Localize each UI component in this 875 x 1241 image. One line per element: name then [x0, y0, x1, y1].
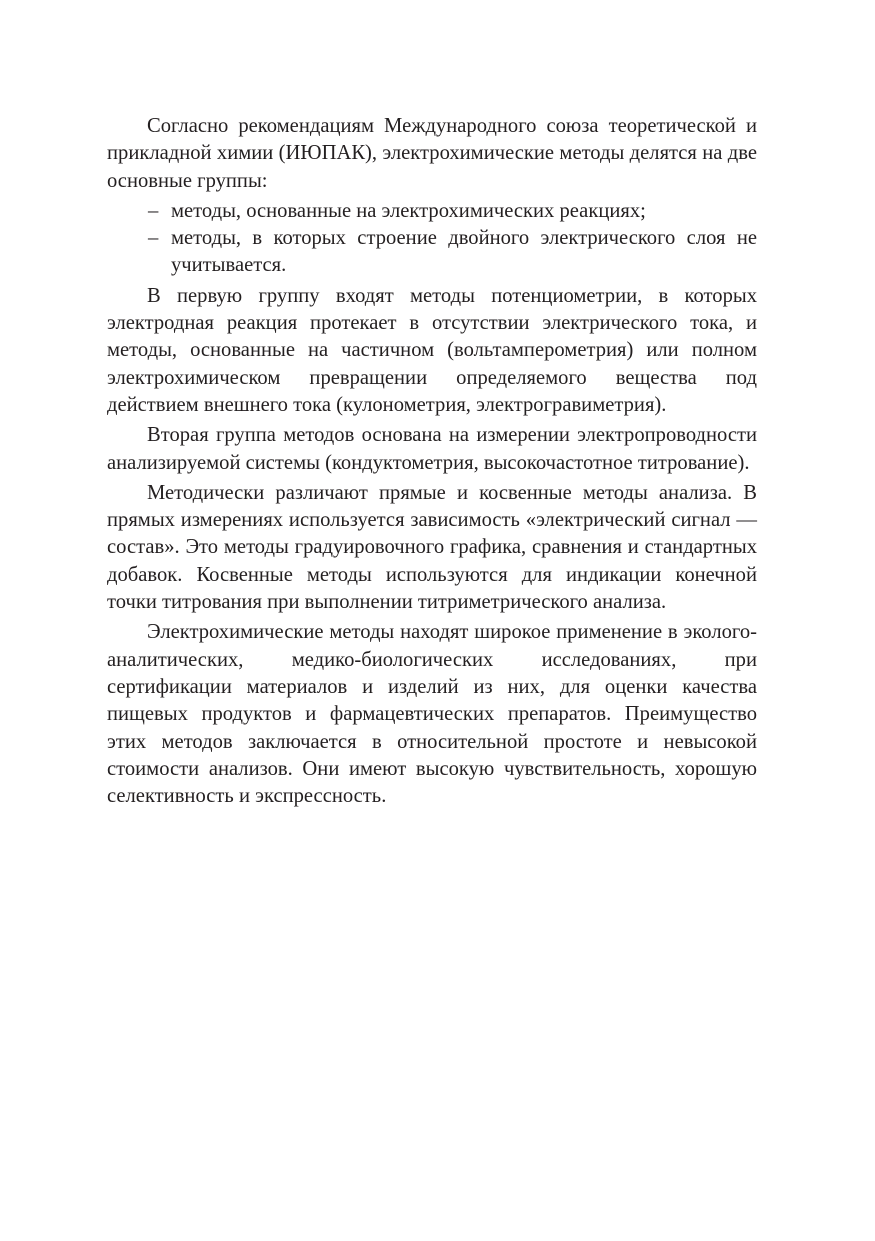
list-item — [107, 198, 757, 225]
page-body — [107, 113, 757, 813]
paragraph-direct-indirect: Методически различают прямые и косвенные методы анализа. В прямых измерениях используется зависимость «электрический сигнал — состав». Это методы градуировочного графика, сравнения и стандартных добавок. Косвенные методы используются для индикации конечной точки титрования при выполнении титриметрического анализа. — [107, 481, 757, 614]
list-item-text: методы, основанные на электрохимических реакциях; — [171, 199, 646, 222]
paragraph-second-group: Вторая группа методов основана на измерении электропроводности анализируемой системы (кондуктометрия, высокочастотное титрование). — [107, 424, 757, 474]
paragraph-applications: Электрохимические методы находят широкое применение в эколого-аналитических, медико-биологических исследованиях, при сертификации материалов и изделий из них, для оценки качества пищевых продуктов и фармацевтических препаратов. Преимущество этих методов заключается в относительной простоте и невысокой стоимости анализов. Они имеют высокую чувствительность, хорошую селективность и экспрессность. — [107, 621, 757, 808]
list-dash: – — [148, 199, 159, 222]
list-dash: – — [148, 227, 159, 250]
method-groups-list — [107, 198, 757, 280]
paragraph-first-group: В первую группу входят методы потенциометрии, в которых электродная реакция протекает в отсутствии электрического тока, и методы, основанные на частичном (вольтамперометрия) или полном электрохимическом превращении определяемого вещества под действием внешнего тока (кулонометрия, электрогравиметрия). — [107, 284, 757, 416]
intro-paragraph: Согласно рекомендациям Международного союза теоретической и прикладной химии (ИЮПАК), электрохимические методы делятся на две основные группы: — [107, 115, 757, 192]
list-item — [107, 225, 757, 280]
list-item-text: методы, в которых строение двойного электрического слоя не учитывается. — [171, 227, 757, 277]
